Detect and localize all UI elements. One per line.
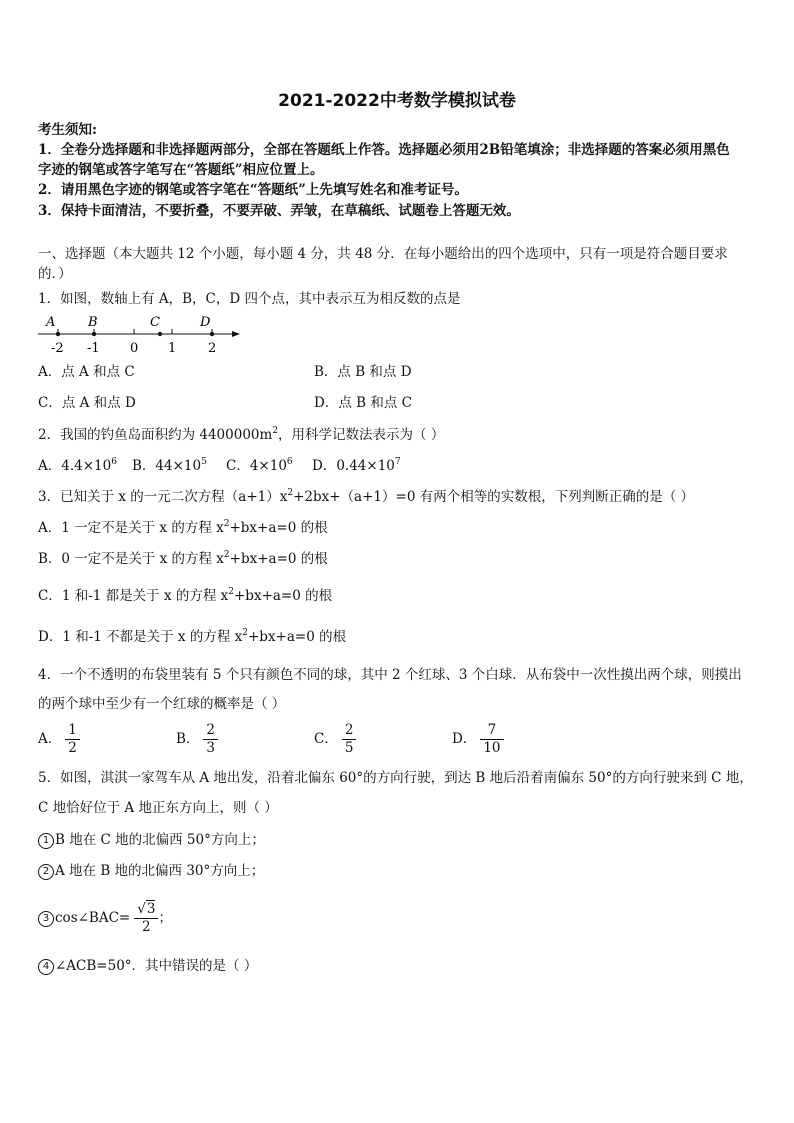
tick-label: -2 (51, 341, 64, 356)
q4-option-d: D． $\frac{7}{10}$ (452, 722, 504, 757)
q3-option-d: D．1 和-1 不都是关于 x 的方程 $x^2+bx+a=0$ 的根 (38, 628, 347, 645)
page-title: 2021-2022中考数学模拟试卷 (278, 91, 516, 111)
point-label-a: A (46, 315, 56, 330)
question-4-stem: 4．一个不透明的布袋里装有 5 个只有颜色不同的球，其中 2 个红球、3 个白球．从布袋中一次性摸出两个球，则摸出 (38, 667, 742, 683)
notice-item: 字迹的钢笔或答字笔写在“答题纸”相应位置上。 (38, 162, 324, 178)
notice-item: 2．请用黑色字迹的钢笔或答字笔在“答题纸”上先填写姓名和准考证号。 (38, 182, 468, 198)
q3-option-a: A．1 一定不是关于 x 的方程 $x^2+bx+a=0$ 的根 (38, 519, 328, 536)
circled-number-2: 2 (38, 864, 54, 880)
q5-statement-2: 2 A 地在 B 地的北偏西 30°方向上； (38, 861, 264, 881)
notice-item: 3．保持卡面清洁，不要折叠，不要弄破、弄皱，在草稿纸、试题卷上答题无效。 (38, 203, 520, 219)
question-4-stem-cont: 的两个球中至少有一个红球的概率是（ ） (38, 696, 286, 712)
q2-option-a: A．$4.4\times 10^6$ (38, 457, 117, 474)
q5-statement-1: 1 B 地在 C 地的北偏西 50°方向上； (38, 830, 265, 850)
question-5-stem-cont: C 地恰好位于 A 地正东方向上，则（ ） (38, 800, 278, 816)
notice-item: 1．全卷分选择题和非选择题两部分，全部在答题纸上作答。选择题必须用2B铅笔填涂；非选择题的答案必须用黑色 (38, 142, 730, 158)
q4-option-a: A． $\frac{1}{2}$ (38, 722, 80, 757)
question-1-stem: 1．如图，数轴上有 A，B，C，D 四个点，其中表示互为相反数的点是 (38, 291, 461, 307)
q2-option-b: B．$44\times 10^5$ (132, 457, 207, 474)
question-2-stem: 2．我国的钓鱼岛面积约为 $4400000m^2$，用科学记数法表示为（ ） (38, 426, 445, 443)
circled-number-3: 3 (38, 911, 54, 927)
q3-option-b: B．0 一定不是关于 x 的方程 $x^2+bx+a=0$ 的根 (38, 550, 328, 567)
section-heading: 一、选择题（本大题共 12 个小题，每小题 4 分，共 48 分．在每小题给出的四个选项中，只有一项是符合题目要求 (38, 246, 728, 262)
tick-label: 2 (208, 341, 217, 356)
q5-statement-4: 4 ∠ACB=50°．其中错误的是（ ） (38, 956, 257, 976)
q3-option-c: C．1 和-1 都是关于 x 的方程 $x^2+bx+a=0$ 的根 (38, 587, 333, 604)
tick-label: 1 (168, 341, 177, 356)
q1-option-c: C．点 A 和点 D (38, 395, 136, 411)
fraction: $\frac{√3}{2}$ (134, 901, 158, 936)
circled-number-1: 1 (38, 833, 54, 849)
tick-label: 0 (130, 341, 139, 356)
q2-option-c: C．$4\times 10^6$ (226, 457, 293, 474)
circled-number-4: 4 (38, 959, 54, 975)
point-d-dot (210, 332, 214, 336)
q5-statement-3: 3 cos∠BAC= $\frac{√3}{2}$ ； (38, 898, 172, 938)
fraction: $\frac{2}{3}$ (203, 722, 218, 757)
point-label-d: D (200, 315, 211, 330)
section-heading-cont: 的．） (38, 266, 72, 282)
question-5-stem: 5．如图，淇淇一家驾车从 A 地出发，沿着北偏东 60°的方向行驶，到达 B 地后沿着南偏东 50°的方向行驶来到 C 地， (38, 770, 753, 786)
fraction: $\frac{2}{5}$ (342, 722, 357, 757)
q1-option-a: A．点 A 和点 C (38, 364, 135, 380)
point-a-dot (56, 332, 60, 336)
number-line-figure (36, 312, 246, 358)
question-3-stem: 3．已知关于 x 的一元二次方程$(a+1)x^2+2bx+(a+1)=0$ 有两个相等的实数根，下列判断正确的是（ ） (38, 488, 694, 505)
fraction: $\frac{1}{2}$ (65, 722, 80, 757)
fraction: $\frac{7}{10}$ (480, 722, 503, 757)
point-c-dot (158, 332, 162, 336)
point-label-b: B (88, 315, 98, 330)
q2-option-d: D．$0.44\times 10^7$ (312, 457, 401, 474)
sqrt-symbol: √3 (137, 901, 156, 917)
point-label-c: C (150, 315, 160, 330)
notice-heading: 考生须知: (38, 122, 97, 138)
tick-label: -1 (87, 341, 100, 356)
q1-option-b: B．点 B 和点 D (314, 364, 412, 380)
number-line-arrow (232, 331, 240, 337)
q4-option-c: C． $\frac{2}{5}$ (314, 722, 356, 757)
q4-option-b: B． $\frac{2}{3}$ (176, 722, 218, 757)
point-b-dot (92, 332, 96, 336)
q1-option-d: D．点 B 和点 C (314, 395, 412, 411)
